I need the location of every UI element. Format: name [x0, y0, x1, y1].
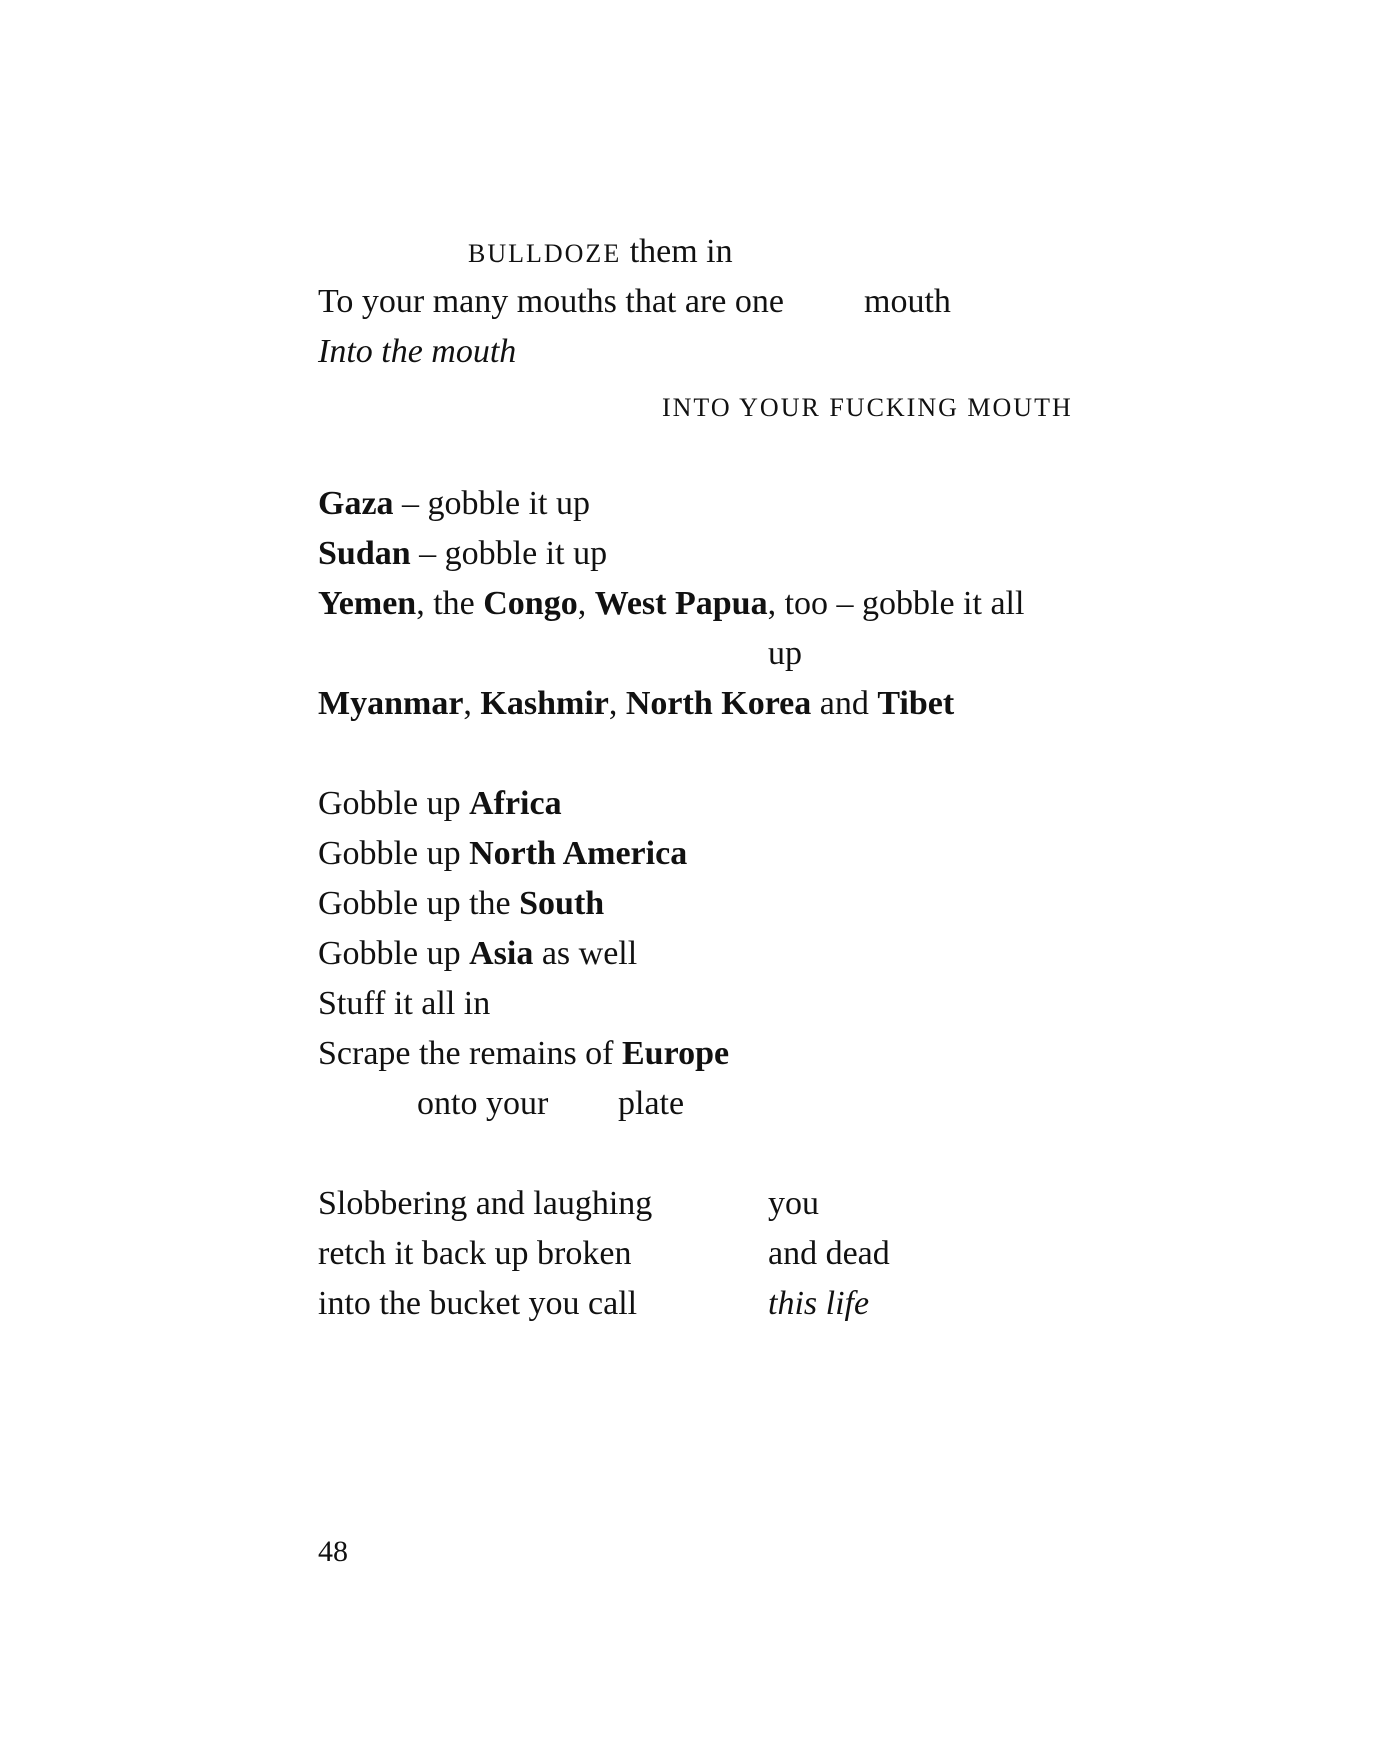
line-text: you	[768, 1185, 819, 1222]
line-text: ,	[577, 585, 595, 622]
line-text: Scrape the remains of	[318, 1035, 622, 1072]
poem-line	[318, 1234, 631, 1274]
place-name: North America	[469, 835, 688, 872]
poem-line	[318, 684, 954, 724]
place-name: Europe	[622, 1035, 730, 1072]
line-text: and dead	[768, 1235, 890, 1272]
line-text: as well	[533, 935, 638, 972]
poem-line	[417, 1084, 548, 1124]
line-text: – gobble it up	[410, 535, 608, 572]
line-text: Into the mouth	[318, 333, 517, 370]
line-text: and	[811, 685, 878, 722]
line-text: Stuff it all in	[318, 985, 491, 1022]
line-text: into the bucket you call	[318, 1285, 638, 1322]
poem-line	[768, 1234, 890, 1274]
place-name: Africa	[469, 785, 562, 822]
line-text: ,	[463, 685, 481, 722]
poem-line	[318, 934, 637, 974]
line-text: onto your	[417, 1085, 549, 1122]
place-name: North Korea	[625, 685, 812, 722]
line-text: To your many mouths that are one	[318, 283, 784, 320]
line-text: Gobble up	[318, 935, 470, 972]
line-text: , too – gobble it all	[767, 585, 1025, 622]
line-text: mouth	[864, 283, 951, 320]
small-caps-word: BULLDOZE	[468, 239, 622, 268]
poem-line	[318, 884, 604, 924]
line-text: this life	[768, 1285, 870, 1322]
poem-line-italic	[318, 332, 516, 372]
poem-line	[318, 784, 562, 824]
line-text: plate	[618, 1085, 685, 1122]
line-text: Gobble up the	[318, 885, 520, 922]
line-text: up	[768, 635, 802, 672]
poem-line	[618, 1084, 684, 1124]
poem-line	[318, 1034, 729, 1074]
place-name: Gaza	[318, 485, 394, 522]
line-text: – gobble it up	[393, 485, 590, 522]
place-name: Myanmar	[318, 685, 464, 722]
place-name: Asia	[469, 935, 534, 972]
line-text: ,	[608, 685, 626, 722]
place-name: West Papua	[594, 585, 768, 622]
page-number: 48	[318, 1535, 348, 1568]
line-text: Slobbering and laughing	[318, 1185, 653, 1222]
poem-line	[318, 584, 1024, 624]
line-text: Gobble up	[318, 835, 470, 872]
line-text: , the	[416, 585, 484, 622]
poem-line	[768, 634, 802, 674]
place-name: Yemen	[318, 585, 417, 622]
place-name: Congo	[483, 585, 578, 622]
poem-line	[318, 282, 784, 322]
line-text: retch it back up broken	[318, 1235, 632, 1272]
poem-line	[662, 386, 1073, 428]
place-name: Kashmir	[480, 685, 609, 722]
poem-line	[318, 534, 607, 574]
poem-line	[318, 834, 687, 874]
place-name: Sudan	[318, 535, 411, 572]
poem-line-italic	[768, 1284, 869, 1324]
place-name: Tibet	[877, 685, 955, 722]
poem-line	[318, 1184, 652, 1224]
poem-line	[318, 984, 490, 1024]
poem-line	[468, 232, 733, 274]
small-caps-line: INTO YOUR FUCKING MOUTH	[662, 393, 1073, 422]
poem-line	[318, 484, 590, 524]
line-text: them in	[621, 233, 733, 270]
poem-line	[768, 1184, 819, 1224]
line-text: Gobble up	[318, 785, 470, 822]
place-name: South	[519, 885, 605, 922]
poem-line	[864, 282, 951, 322]
poem-line	[318, 1284, 637, 1324]
